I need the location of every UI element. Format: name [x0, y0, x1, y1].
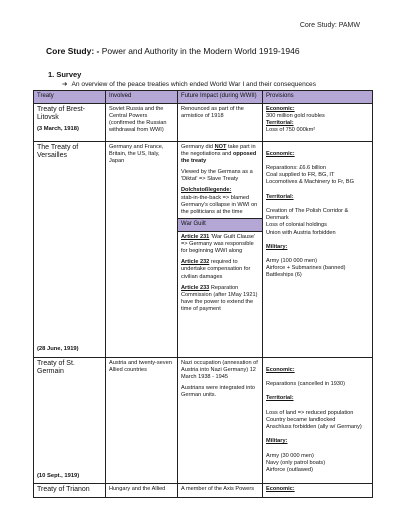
header-course-label: Core Study: PAMW — [299, 22, 360, 29]
military-heading: Military: — [266, 438, 288, 445]
territorial-text: Loss of land => reduced population Country became landlocked Anschluss forbidden (ally w/ Germany) — [266, 409, 362, 431]
involved-cell: Germany and France, Britain, the US, Italy, Japan — [106, 141, 178, 357]
subsection-heading — [62, 80, 316, 88]
territorial-text: Creation of The Polish Corridor & Denmark Loss of colonial holdings Union with Austria forbidden — [266, 208, 349, 236]
impact-text: Germany did — [181, 143, 215, 150]
military-heading: Military: — [266, 243, 288, 250]
impact-negotiations — [181, 144, 259, 165]
article-233-text: Reparation Commission (after 1May 1921) have the power to extend the time of payment — [181, 284, 258, 313]
treaty-cell — [34, 141, 106, 357]
war-guilt-heading: War Guilt — [178, 218, 262, 232]
article-233-label: Article 233 — [181, 284, 210, 291]
page-title-rest: Power and Authority in the Modern World 1919-1946 — [99, 46, 300, 56]
military-text: Army (100 000 men) Airforce + Submarines (banned) Battleships (6) — [266, 258, 346, 279]
economic-text: Reparations (cancelled in 1930) — [266, 381, 345, 388]
table-row-brest-litovsk — [34, 103, 373, 141]
treaty-cell — [34, 103, 106, 141]
impact-cell — [178, 357, 263, 484]
treaty-name: Treaty of Trianon — [37, 486, 90, 494]
economic-text: 300 million gold roubles — [266, 112, 325, 119]
provisions-cell — [263, 484, 373, 497]
page-title-bold: Core Study: - — [46, 46, 100, 56]
section-heading: 1. Survey — [48, 70, 82, 79]
page-title — [46, 46, 300, 56]
treaty-name: The Treaty of Versailles — [37, 143, 79, 160]
economic-heading: Economic: — [266, 150, 295, 157]
treaty-date: (10 Sept., 1919) — [37, 472, 80, 479]
impact-text: take part in the negotiations and — [181, 143, 256, 157]
treaty-name: Treaty of Brest-Litovsk — [37, 105, 85, 122]
treaties-table — [33, 90, 373, 498]
economic-heading: Economic: — [266, 486, 295, 493]
article-231-label: Article 231 — [181, 233, 210, 240]
involved-cell: Hungary and the Allied — [106, 484, 178, 497]
table-row-st-germain — [34, 357, 373, 484]
article-233 — [181, 285, 259, 314]
treaty-date: (28 June, 1919) — [37, 346, 79, 353]
article-232-label: Article 232 — [181, 259, 210, 266]
impact-not: NOT — [214, 143, 227, 150]
economic-text: Reparations: £6.6 billion Coal supplied to FR, BG, IT Locomotives & Machinery to Fr, BG — [266, 165, 354, 186]
involved-cell: Soviet Russia and the Central Powers (confirmed the Russian withdrawal from WWI) — [106, 103, 178, 141]
involved-cell: Austria and twenty-seven Allied countries — [106, 357, 178, 484]
treaty-cell — [34, 484, 106, 497]
arrow-right-icon: ➔ — [62, 81, 68, 88]
territorial-text: Loss of 750 000km² — [266, 127, 316, 134]
subsection-text: An overview of the peace treaties which ended World War I and their consequences — [71, 81, 317, 88]
impact-cell: A member of the Axis Powers — [178, 484, 263, 497]
provisions-cell — [263, 103, 373, 141]
treaty-name: Treaty of St. Germain — [37, 359, 75, 376]
header-provisions: Provisions — [263, 91, 373, 104]
treaty-cell — [34, 357, 106, 484]
table-header-row — [34, 91, 373, 104]
impact-opposed: opposed the treaty — [181, 150, 257, 164]
economic-heading: Economic: — [266, 366, 295, 373]
table-row-trianon — [34, 484, 373, 497]
impact-cell: Renounced as part of the armistice of 1918 — [178, 103, 263, 141]
header-future-impact: Future Impact (during WWII) — [178, 91, 263, 104]
header-involved: Involved — [106, 91, 178, 104]
territorial-heading: Territorial: — [266, 395, 294, 402]
military-text: Army (30 000 men) Navy (only patrol boats) Airforce (outlawed) — [266, 452, 326, 474]
article-231 — [181, 234, 259, 255]
impact-diktat: Viewed by the Germans as a 'Diktat' => Slave Treaty — [181, 169, 253, 183]
economic-heading: Economic: — [266, 105, 295, 112]
dolchstoss-text: stab-in-the-back => blamed Germany's collapse in WWI on the politicians at the time — [181, 194, 258, 215]
treaty-date: (3 March, 1918) — [37, 126, 79, 133]
article-232-text: required to undertake compensation for civilian damages — [181, 259, 251, 280]
impact-occupation: Nazi occupation (annexation of Austria into Nazi Germany) 12 March 1938 - 1945 — [181, 359, 258, 380]
table-row-versailles — [34, 141, 373, 357]
territorial-heading: Territorial: — [266, 193, 294, 200]
article-232 — [181, 259, 259, 280]
article-231-text: 'War Guilt Clause' => Germany was responsible for beginning WWI along — [181, 233, 256, 255]
header-treaty: Treaty — [34, 91, 106, 104]
territorial-heading: Territorial: — [266, 119, 294, 126]
provisions-cell — [263, 357, 373, 484]
dolchstoss-heading: Dolchstoßlegende: — [181, 187, 232, 194]
provisions-cell — [263, 141, 373, 357]
impact-cell — [178, 141, 263, 357]
impact-integration: Austrians were integrated into German units. — [181, 385, 256, 399]
